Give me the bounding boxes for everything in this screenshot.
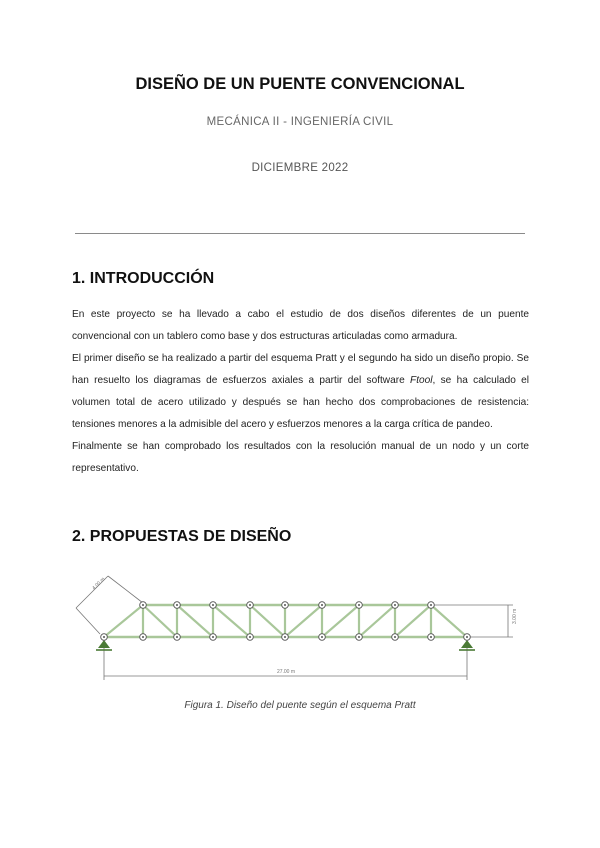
end-post-left bbox=[104, 605, 143, 637]
dim-height-label: 3.00 m bbox=[512, 608, 518, 624]
truss-node-pin bbox=[394, 604, 396, 606]
intro-paragraph-2 bbox=[72, 348, 529, 436]
truss-members bbox=[104, 605, 467, 637]
truss-node-pin bbox=[176, 604, 178, 606]
truss-node-pin bbox=[249, 604, 251, 606]
truss-node-pin bbox=[430, 636, 432, 638]
diagonal-member bbox=[213, 605, 250, 637]
section-heading-design-proposals: 2. PROPUESTAS DE DISEÑO bbox=[72, 528, 292, 545]
diagonal-member bbox=[395, 605, 431, 637]
truss-node-pin bbox=[142, 636, 144, 638]
title-divider bbox=[75, 233, 525, 234]
dim-diagonal-line bbox=[76, 608, 100, 634]
truss-node-pin bbox=[284, 636, 286, 638]
truss-node-pin bbox=[466, 636, 468, 638]
support-right bbox=[461, 640, 473, 648]
software-name: Ftool bbox=[410, 375, 433, 386]
diagonal-member bbox=[143, 605, 177, 637]
intro-paragraph-2-part-b: , se ha calculado el volumen total de acero utilizado y después se han hecho dos comprobaciones de resistencia: tensiones menores a la admisible del acero y esfuerzos menores a la carga crítica de pandeo. bbox=[72, 375, 529, 430]
document-subtitle: MECÁNICA II - INGENIERÍA CIVIL bbox=[206, 116, 394, 128]
dim-diagonal-line bbox=[108, 576, 143, 603]
figure-caption: Figura 1. Diseño del puente según el esquema Pratt bbox=[184, 700, 416, 711]
dim-diagonal-label: 4.00 m bbox=[91, 576, 107, 592]
document-title: DISEÑO DE UN PUENTE CONVENCIONAL bbox=[135, 75, 465, 93]
introduction-body bbox=[72, 304, 529, 480]
truss-node-pin bbox=[321, 636, 323, 638]
truss-node-pin bbox=[430, 604, 432, 606]
truss-node-pin bbox=[358, 604, 360, 606]
truss-node-pin bbox=[394, 636, 396, 638]
diagonal-member bbox=[250, 605, 285, 637]
intro-paragraph-3: Finalmente se han comprobado los resultados con la resolución manual de un nodo y un corte representativo. bbox=[72, 441, 529, 474]
truss-node-pin bbox=[176, 636, 178, 638]
section-heading-introduction: 1. INTRODUCCIÓN bbox=[72, 270, 215, 287]
intro-paragraph-2-part-a: El primer diseño se ha realizado a partir del esquema Pratt y el segundo ha sido un diseño propio. Se han resuelto los diagramas de esfuerzos axiales a partir del software bbox=[72, 353, 529, 386]
dim-span-label: 27.00 m bbox=[276, 669, 296, 675]
truss-node-pin bbox=[142, 604, 144, 606]
supports bbox=[96, 640, 475, 650]
truss-node-pin bbox=[284, 604, 286, 606]
support-left bbox=[98, 640, 110, 648]
truss-node-pin bbox=[212, 636, 214, 638]
document-date: DICIEMBRE 2022 bbox=[251, 162, 349, 174]
truss-node-pin bbox=[358, 636, 360, 638]
truss-node-pin bbox=[321, 604, 323, 606]
diagonal-member bbox=[322, 605, 359, 637]
diagonal-member bbox=[177, 605, 213, 637]
end-post-right bbox=[431, 605, 467, 637]
truss-node-pin bbox=[103, 636, 105, 638]
truss-node-pin bbox=[249, 636, 251, 638]
diagonal-member bbox=[285, 605, 322, 637]
truss-node-pin bbox=[212, 604, 214, 606]
diagonal-member bbox=[359, 605, 395, 637]
pratt-truss-figure bbox=[70, 572, 530, 684]
intro-paragraph-1: En este proyecto se ha llevado a cabo el estudio de dos diseños diferentes de un puente convencional con un tablero como base y dos estructuras articuladas como armadura. bbox=[72, 309, 529, 342]
